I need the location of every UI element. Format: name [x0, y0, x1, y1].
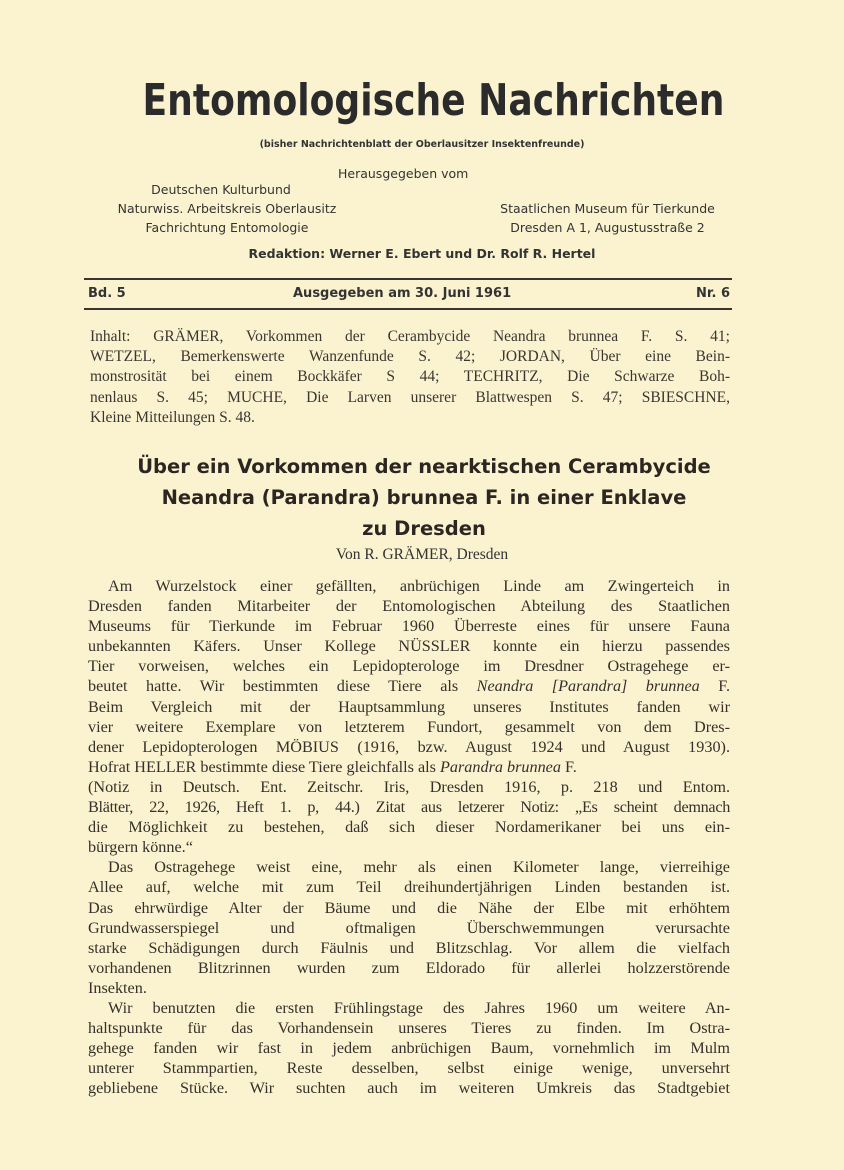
- editors-line: Redaktion: Werner E. Ebert und Dr. Rolf R. Hertel: [248, 246, 596, 261]
- species-name: Parandra brunnea: [440, 757, 561, 776]
- toc-line: monstrosität bei einem Bockkäfer S 44; TECHRITZ, Die Schwarze Boh-: [90, 368, 730, 386]
- body-line: vier weitere Exemplare von letzterem Fundort, gesammelt von dem Dres-: [88, 717, 730, 736]
- body-line: dener Lepidopterologen MÖBIUS (1916, bzw. August 1924 und August 1930).: [88, 737, 730, 756]
- body-line: Tier vorweisen, welches ein Lepidopterologe im Dresdner Ostragehege er-: [88, 657, 730, 676]
- table-of-contents: [90, 327, 730, 428]
- body-line: gebliebene Stücke. Wir suchten auch im weiteren Umkreis das Stadtgebiet: [88, 1079, 730, 1098]
- body-line: Das ehrwürdige Alter der Bäume und die Nähe der Elbe mit erhöhtem: [88, 898, 730, 917]
- body-line: Blätter, 22, 1926, Heft 1. p, 44.) Zitat aus letzerer Notiz: „Es scheint demnach: [88, 798, 730, 817]
- article-title: [84, 451, 764, 544]
- body-line: Allee auf, welche mit zum Teil dreihundertjährigen Linden bestanden ist.: [88, 878, 730, 897]
- body-line: Beim Vergleich mit der Hauptsammlung unseres Institutes fanden wir: [88, 697, 730, 716]
- bottom-rule: [84, 308, 732, 310]
- body-line: Wir benutzten die ersten Frühlingstage des Jahres 1960 um weitere An-: [108, 998, 730, 1017]
- article-title-line: zu Dresden: [362, 517, 486, 540]
- issue-bar: [88, 286, 730, 301]
- published-by-label: Herausgegeben vom: [338, 166, 469, 181]
- body-line: Am Wurzelstock einer gefällten, anbrüchigen Linde am Zwingerteich in: [108, 577, 730, 595]
- species-name: Neandra [Parandra] brunnea: [476, 677, 700, 696]
- toc-line: Inhalt: GRÄMER, Vorkommen der Cerambycide Neandra brunnea F. S. 41;: [90, 328, 730, 345]
- issue-number: Nr. 6: [696, 286, 730, 301]
- article-body: [88, 576, 730, 1098]
- body-line: vorhandenen Blitzrinnen wurden zum Eldorado für allerlei holzzerstörende: [88, 958, 730, 977]
- body-line: Insekten.: [88, 978, 147, 997]
- body-line: Das Ostragehege weist eine, mehr als einen Kilometer lange, vierreihige: [108, 858, 730, 877]
- publisher-line: Naturwiss. Arbeitskreis Oberlausitz: [117, 201, 337, 216]
- body-line: haltspunkte für das Vorhandensein unseres Tieres zu finden. Im Ostra-: [88, 1019, 730, 1038]
- body-line: bürgern könne.“: [88, 838, 193, 857]
- body-line: gehege fanden wir fast in jedem anbrüchigen Baum, vornehmlich im Mulm: [88, 1039, 730, 1058]
- top-rule: [84, 278, 732, 280]
- issue-date: Ausgegeben am 30. Juni 1961: [293, 286, 512, 301]
- article-byline: Von R. GRÄMER, Dresden: [335, 546, 509, 563]
- body-line-with-species: [88, 676, 730, 696]
- publisher-right: [480, 199, 735, 237]
- publisher-line: Staatlichen Museum für Tierkunde: [500, 201, 715, 216]
- publisher-line: Fachrichtung Entomologie: [145, 220, 309, 235]
- toc-line: Kleine Mitteilungen S. 48.: [90, 408, 255, 426]
- body-line: die Möglichkeit zu bestehen, daß sich dieser Nordamerikaner bei uns ein-: [88, 818, 730, 837]
- body-line: Museums für Tierkunde im Februar 1960 Überreste eines für unsere Fauna: [88, 617, 730, 636]
- body-text: F.: [699, 677, 730, 696]
- publisher-left: [82, 180, 372, 237]
- volume-label: Bd. 5: [88, 286, 126, 301]
- publisher-line: Deutschen Kulturbund: [151, 182, 291, 197]
- body-line: Grundwasserspiegel und oftmaligen Überschwemmungen verursachte: [88, 918, 730, 937]
- body-line: unbekannten Käfers. Unser Kollege NÜSSLER konnte ein hierzu passendes: [88, 637, 730, 656]
- body-line: starke Schädigungen durch Fäulnis und Blitzschlag. Vor allem die vielfach: [88, 938, 730, 957]
- body-text: F.: [560, 757, 577, 776]
- journal-title: Entomologische Nachrichten: [142, 75, 725, 126]
- body-text: beutet hatte. Wir bestimmten diese Tiere als: [88, 677, 477, 696]
- body-text: Hofrat HELLER bestimmte diese Tiere gleichfalls als: [88, 757, 440, 776]
- body-line: unterer Stammpartien, Reste desselben, selbst einige wenige, unversehrt: [88, 1059, 730, 1078]
- body-line-with-species: [88, 757, 730, 777]
- article-title-line: Über ein Vorkommen der nearktischen Cerambycide: [137, 455, 711, 478]
- toc-line: WETZEL, Bemerkenswerte Wanzenfunde S. 42; JORDAN, Über eine Bein-: [90, 348, 730, 366]
- body-line: (Notiz in Deutsch. Ent. Zeitschr. Iris, Dresden 1916, p. 218 und Entom.: [88, 777, 730, 796]
- journal-subtitle: (bisher Nachrichtenblatt der Oberlausitzer Insektenfreunde): [259, 139, 585, 150]
- publisher-line: Dresden A 1, Augustusstraße 2: [510, 220, 705, 235]
- article-title-line: Neandra (Parandra) brunnea F. in einer Enklave: [161, 486, 687, 509]
- toc-line: nenlaus S. 45; MUCHE, Die Larven unserer Blattwespen S. 47; SBIESCHNE,: [90, 388, 730, 406]
- body-line: Dresden fanden Mitarbeiter der Entomologischen Abteilung des Staatlichen: [88, 597, 730, 616]
